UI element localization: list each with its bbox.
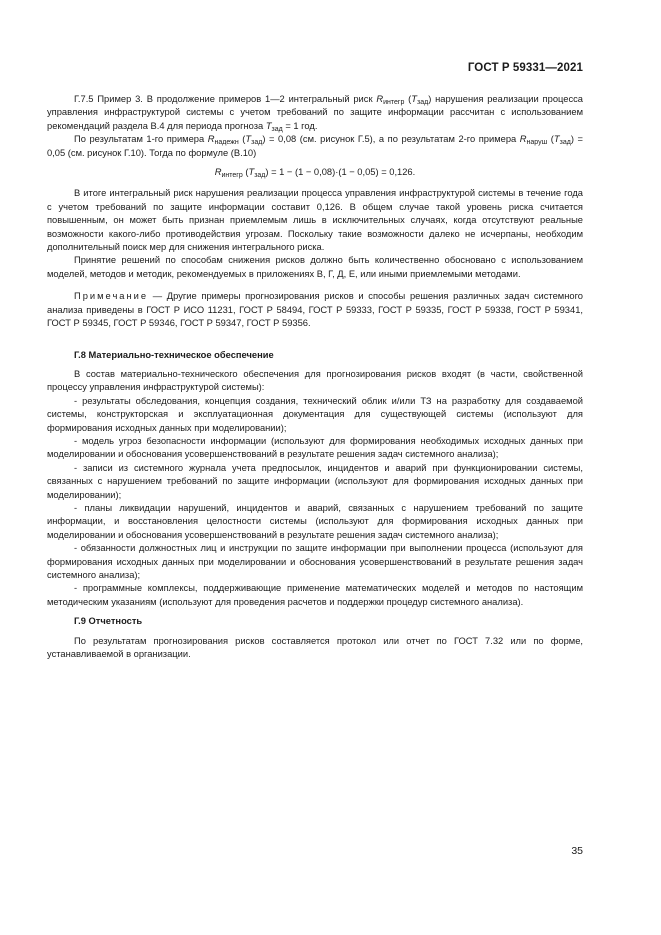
document-header: ГОСТ Р 59331—2021: [467, 62, 583, 74]
document-body: [47, 93, 583, 661]
note-label: Примечание: [74, 291, 149, 302]
list-item: - обязанности должностных лиц и инструкции по защите информации при выполнении процесса (используют для формирования исходных данных при моделировании и обоснования усовершенствований в результате решения задач системного анализа);: [47, 543, 583, 580]
section-heading-g9: Г.9 Отчетность: [74, 616, 143, 627]
paragraph-example-3: Г.7.5 Пример 3. В продолжение примеров 1—2 интегральный риск $R_{интегр}$ $(T_{зад})$ нарушения реализации процесса управления инфраструктурой системы с учетом требований по защите информации рассчитан с использованием рекомендаций раздела В.4 для периода прогноза $T_{зад} = 1$ год.: [47, 94, 583, 133]
formula: $R_{интегр}$ $(T_{зад}) = 1 - (1 - 0,08)\cdot(1 - 0,05) = 0,126$.: [214, 167, 416, 180]
note: [47, 290, 583, 330]
note-text: — Другие примеры прогнозирования рисков и способы решения различных задач системного анализа приведены в ГОСТ Р ИСО 11231, ГОСТ Р 58494, ГОСТ Р 59333, ГОСТ Р 59335, ГОСТ Р 59338, ГОСТ Р 59341, ГОСТ Р 59345, ГОСТ Р 59346, ГОСТ Р 59347, ГОСТ Р 59356.: [47, 291, 583, 329]
paragraph-results: По результатам 1-го примера $R_{надежн}$ $(T_{зад}) = 0,08$ (см. рисунок Г.5), а по результатам 2-го примера $R_{наруш}$ $(T_{зад}) = 0,05$ (см. рисунок Г.10). Тогда по формуле (В.10): [47, 134, 583, 158]
list-item: - программные комплексы, поддерживающие применение математических моделей и методов по настоящим методическим указаниям (используют для проведения расчетов и поддержки процедур системного анализа).: [47, 583, 583, 607]
section-g9-text: По результатам прогнозирования рисков составляется протокол или отчет по ГОСТ 7.32 или по форме, устанавливаемой в организации.: [47, 635, 583, 660]
list-item: - модель угроз безопасности информации (используют для формирования необходимых исходных данных при моделировании и обоснования усовершенствований в результате решения задач системного анализа);: [47, 435, 583, 460]
section-heading-g8: Г.8 Материально-техническое обеспечение: [74, 349, 274, 360]
list-item: - записи из системного журнала учета предпосылок, инцидентов и аварий при функционировании системы, связанных с нарушением требований по защите информации (используют для формирования исходных данных при моделировании);: [47, 462, 583, 500]
paragraph-decisions: Принятие решений по способам снижения рисков должно быть количественно обосновано с использованием моделей, методов и методик, рекомендуемых в приложениях В, Г, Д, Е, или иными приемлемыми методами.: [47, 255, 583, 279]
section-g8-intro: В состав материально-технического обеспечения для прогнозирования рисков входят (в части, свойственной процессу управления инфраструктурой системы):: [47, 368, 583, 393]
list-item: - результаты обследования, концепция создания, технический облик и/или ТЗ на разработку для создаваемой системы, конструкторская и эксплуатационная документация для существующей системы (используют для формирования исходных данных при моделировании);: [47, 395, 583, 433]
paragraph-conclusion: В итоге интегральный риск нарушения реализации процесса управления инфраструктурой системы в течение года с учетом требований по защите информации составит 0,126. В общем случае такой уровень риска считается повышенным, он может быть признан приемлемым лишь в исключительных случаях, когда отсутствуют реальные возможности какого-либо противодействия угрозам. Поскольку такие возможности далеко не исчерпаны, необходим дополнительный поиск мер для снижения интегрального риска.: [47, 188, 583, 253]
list-item: - планы ликвидации нарушений, инцидентов и аварий, связанных с нарушением требований по защите информации, и восстановления целостности системы (используют для формирования исходных данных при моделировании и обоснования усовершенствований в результате решения задач системного анализа);: [47, 502, 583, 540]
page-number: 35: [571, 845, 583, 857]
